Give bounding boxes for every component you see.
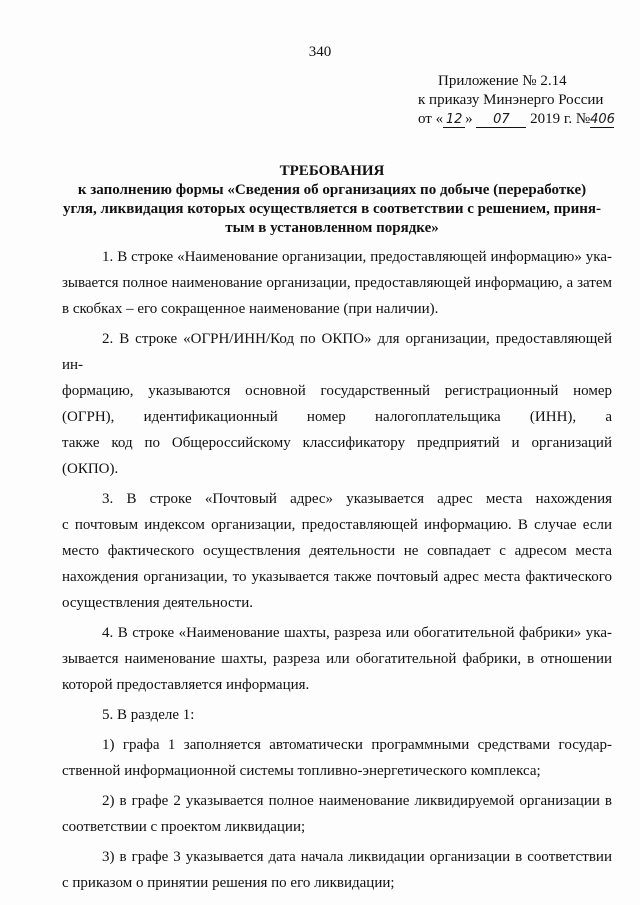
paragraph-line: 2. В строке «ОГРН/ИНН/Код по ОКПО» для организации, предоставляющей ин-: [62, 331, 612, 373]
paragraph-line: 3. В строке «Почтовый адрес» указывается адрес места нахождения: [102, 491, 612, 507]
paragraph-line: нахождения организации, то указывается также почтовый адрес места фактического: [62, 569, 612, 585]
appendix-title: Приложение № 2.14: [438, 73, 567, 89]
date-mid1: »: [465, 111, 477, 127]
date-mid2: 2019 г. №: [526, 111, 591, 127]
paragraph: [62, 788, 612, 840]
number-field: [590, 112, 614, 128]
paragraph-line: зывается наименование шахты, разреза или обогатительной фабрики, в отношении: [62, 651, 612, 667]
paragraph: [62, 326, 612, 482]
paragraph-line: 2) в графе 2 указывается полное наименование ликвидируемой организации в: [102, 793, 612, 809]
paragraph: [62, 844, 612, 896]
month-field: [476, 112, 526, 128]
document-title: [52, 162, 612, 238]
paragraph-line: которой предоставляется информация.: [62, 677, 310, 693]
title-line-4: тым в установленном порядке»: [225, 220, 439, 236]
paragraph-line: с почтовым индексом организации, предоставляющей информацию. В случае если: [62, 517, 612, 533]
page-number: 340: [308, 44, 332, 60]
appendix-date-line: [418, 110, 614, 129]
appendix-order-ref: к приказу Минэнерго России: [418, 92, 604, 108]
paragraph: [62, 486, 612, 616]
paragraph-line: 5. В разделе 1:: [102, 707, 195, 723]
day-field: [443, 112, 465, 128]
title-line-3: угля, ликвидация которых осуществляется в соответствии с решением, приня-: [62, 201, 602, 217]
paragraph-line: 4. В строке «Наименование шахты, разреза или обогатительной фабрики» ука-: [102, 625, 612, 641]
handwritten-day: 12: [445, 112, 463, 127]
paragraph: [62, 244, 612, 322]
paragraph-line: осуществления деятельности.: [62, 595, 253, 611]
title-heading: ТРЕБОВАНИЯ: [279, 163, 385, 179]
paragraph-line: формацию, указываются основной государственный регистрационный номер: [62, 383, 612, 399]
paragraph-line: в скобках – его сокращенное наименование (при наличии).: [62, 301, 439, 317]
date-prefix: от «: [418, 111, 444, 127]
title-line-2: к заполнению формы «Сведения об организациях по добыче (переработке): [77, 182, 587, 198]
paragraph-line: место фактического осуществления деятельности не совпадает с адресом места: [62, 543, 612, 559]
paragraph-line: с приказом о принятии решения по его ликвидации;: [62, 875, 395, 891]
paragraph-line: соответствии с проектом ликвидации;: [62, 819, 306, 835]
paragraph-line: ственной информационной системы топливно-энергетического комплекса;: [62, 763, 541, 779]
handwritten-month: 07: [493, 112, 510, 127]
handwritten-number: 406: [590, 112, 615, 127]
paragraph-line: также код по Общероссийскому классификатору предприятий и организаций (ОКПО).: [62, 435, 612, 477]
paragraph-line: 1) графа 1 заполняется автоматически программными средствами государ-: [102, 737, 612, 753]
paragraph-line: зывается полное наименование организации, предоставляющей информацию, а затем: [62, 275, 612, 291]
paragraph: [62, 620, 612, 698]
paragraph-line: 3) в графе 3 указывается дата начала ликвидации организации в соответствии: [102, 849, 612, 865]
appendix-block: [418, 72, 614, 129]
paragraph: [62, 732, 612, 784]
paragraph: [62, 702, 612, 728]
paragraph-line: 1. В строке «Наименование организации, предоставляющей информацию» ука-: [102, 249, 612, 265]
paragraph-line: (ОГРН), идентификационный номер налогоплательщика (ИНН), а: [62, 409, 612, 425]
document-body: [62, 244, 612, 900]
